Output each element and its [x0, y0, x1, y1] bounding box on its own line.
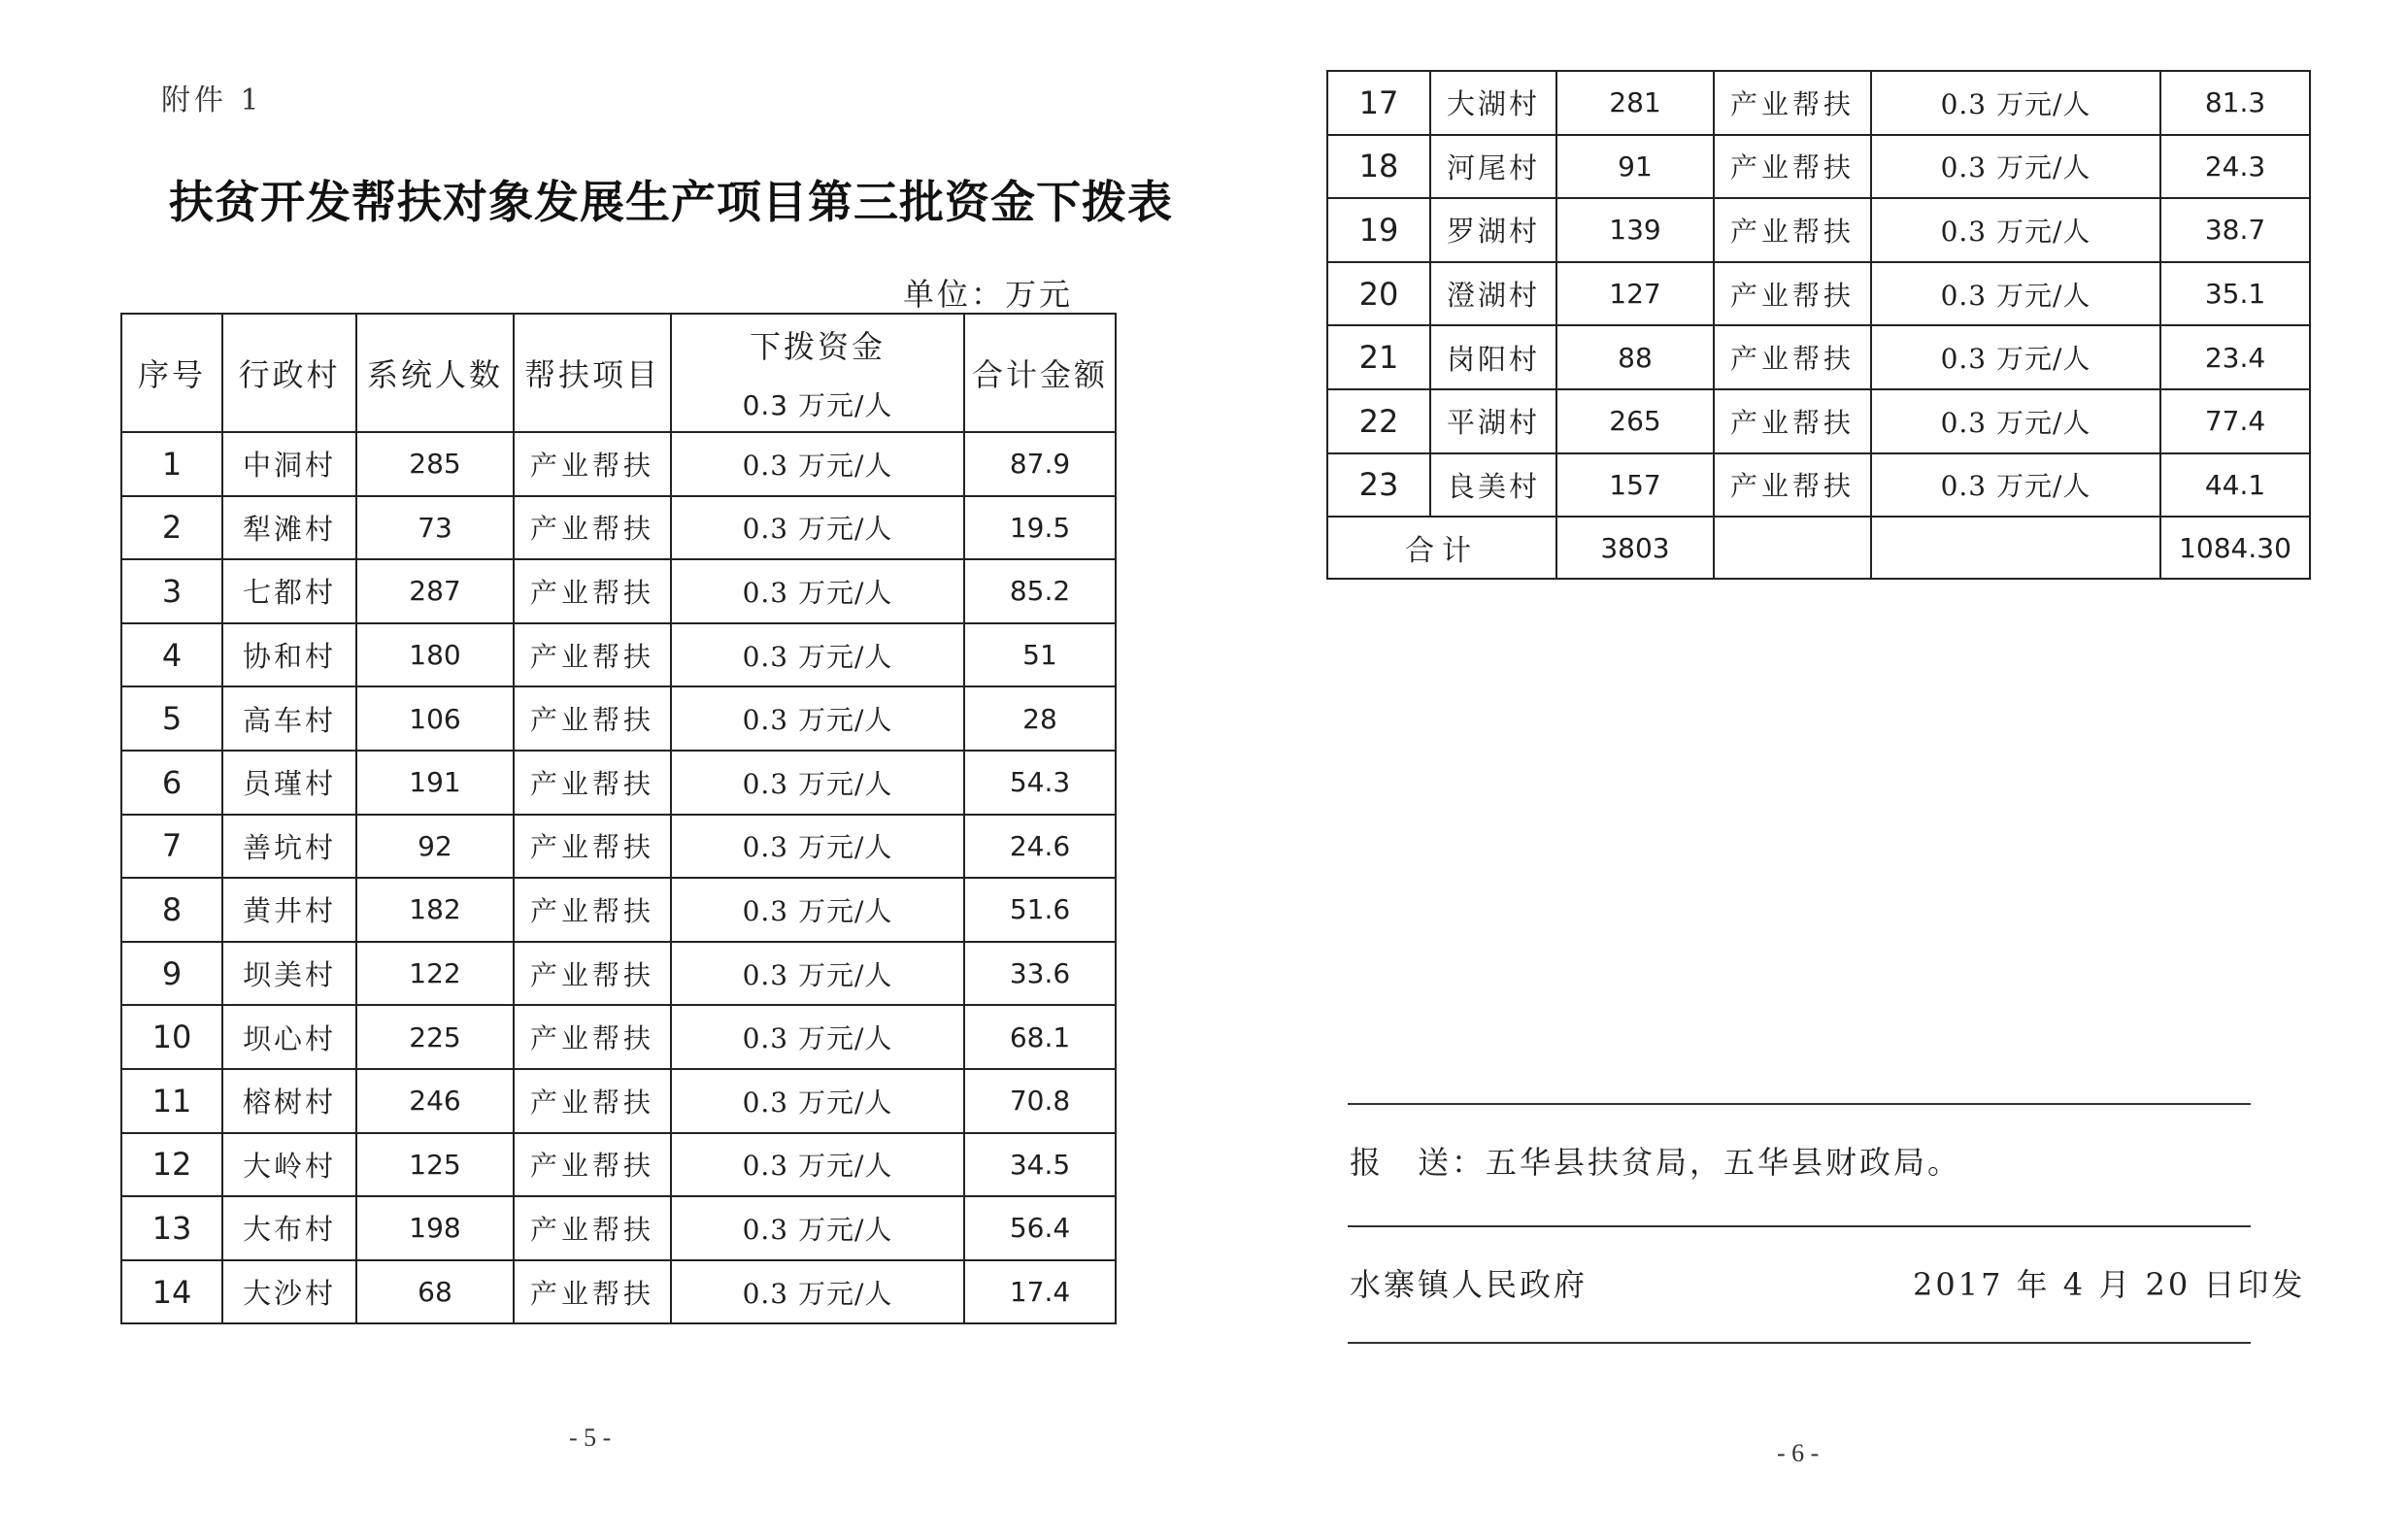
- cell-population: 92: [356, 815, 514, 879]
- document-title: 扶贫开发帮扶对象发展生产项目第三批资金下拨表: [169, 176, 1173, 228]
- cell-village: 大布村: [222, 1196, 356, 1260]
- table-row: [1327, 71, 2310, 135]
- cell-total: 24.6: [964, 815, 1116, 879]
- issue-date-text: 2017 年 4 月 20 日印发: [1913, 1266, 2306, 1303]
- cell-total: 17.4: [964, 1260, 1116, 1324]
- cell-rate: 0.3 万元/人: [671, 623, 964, 687]
- table-row: [121, 496, 1116, 560]
- cell-project: 产业帮扶: [514, 1133, 671, 1197]
- table-row: [121, 686, 1116, 751]
- cell-village: 犁滩村: [222, 496, 356, 560]
- cell-total: 85.2: [964, 559, 1116, 623]
- cell-project: 产业帮扶: [514, 751, 671, 815]
- table-row: [121, 559, 1116, 623]
- summary-empty-cell: [1871, 517, 2160, 579]
- cell-rate: 0.3 万元/人: [671, 1196, 964, 1260]
- table-row: [121, 815, 1116, 879]
- funds-table-part-2: [1326, 70, 2311, 580]
- cell-total: 51.6: [964, 878, 1116, 942]
- cell-total: 77.4: [2160, 389, 2310, 453]
- header-total: 合计金额: [964, 314, 1116, 432]
- cell-population: 287: [356, 559, 514, 623]
- cell-total: 87.9: [964, 432, 1116, 496]
- cell-total: 19.5: [964, 496, 1116, 560]
- cell-project: 产业帮扶: [514, 559, 671, 623]
- table-row: [121, 623, 1116, 687]
- cell-village: 七都村: [222, 559, 356, 623]
- cell-rate: 0.3 万元/人: [1871, 71, 2160, 135]
- cell-seq: 17: [1327, 71, 1430, 135]
- cell-village: 大岭村: [222, 1133, 356, 1197]
- table-row: [121, 1260, 1116, 1324]
- cell-village: 坝美村: [222, 942, 356, 1006]
- cell-seq: 9: [121, 942, 222, 1006]
- table-header-row: [121, 314, 1116, 432]
- page-number-right: - 6 -: [1777, 1439, 1820, 1467]
- cell-total: 70.8: [964, 1069, 1116, 1133]
- cell-project: 产业帮扶: [514, 686, 671, 751]
- cell-total: 34.5: [964, 1133, 1116, 1197]
- cell-village: 中洞村: [222, 432, 356, 496]
- cell-seq: 8: [121, 878, 222, 942]
- cell-seq: 2: [121, 496, 222, 560]
- cell-village: 岗阳村: [1430, 325, 1556, 389]
- cell-population: 182: [356, 878, 514, 942]
- cell-rate: 0.3 万元/人: [671, 942, 964, 1006]
- report-to-text: 报 送：五华县扶贫局，五华县财政局。: [1350, 1144, 1962, 1181]
- cell-population: 265: [1556, 389, 1714, 453]
- right-page: [1321, 0, 2408, 1538]
- cell-rate: 0.3 万元/人: [1871, 325, 2160, 389]
- cell-village: 黄井村: [222, 878, 356, 942]
- cell-population: 191: [356, 751, 514, 815]
- cell-total: 68.1: [964, 1005, 1116, 1069]
- cell-rate: 0.3 万元/人: [1871, 389, 2160, 453]
- page-number-left: - 5 -: [569, 1423, 612, 1452]
- cell-project: 产业帮扶: [514, 1260, 671, 1324]
- cell-village: 榕树村: [222, 1069, 356, 1133]
- cell-population: 246: [356, 1069, 514, 1133]
- table-row: [121, 1133, 1116, 1197]
- cell-village: 协和村: [222, 623, 356, 687]
- cell-village: 大湖村: [1430, 71, 1556, 135]
- cell-village: 善坑村: [222, 815, 356, 879]
- cell-population: 180: [356, 623, 514, 687]
- cell-seq: 22: [1327, 389, 1430, 453]
- cell-village: 员瑾村: [222, 751, 356, 815]
- summary-label: 合计: [1327, 517, 1556, 579]
- cell-village: 平湖村: [1430, 389, 1556, 453]
- cell-total: 54.3: [964, 751, 1116, 815]
- cell-total: 23.4: [2160, 325, 2310, 389]
- cell-rate: 0.3 万元/人: [671, 496, 964, 560]
- cell-population: 225: [356, 1005, 514, 1069]
- table-row: [1327, 453, 2310, 518]
- table-row: [1327, 198, 2310, 262]
- header-village: 行政村: [222, 314, 356, 432]
- cell-rate: 0.3 万元/人: [671, 1069, 964, 1133]
- cell-village: 河尾村: [1430, 135, 1556, 199]
- table-row: [121, 1196, 1116, 1260]
- summary-population: 3803: [1556, 517, 1714, 579]
- cell-total: 28: [964, 686, 1116, 751]
- cell-population: 91: [1556, 135, 1714, 199]
- unit-label: 单位：万元: [903, 276, 1074, 313]
- cell-population: 73: [356, 496, 514, 560]
- cell-seq: 23: [1327, 453, 1430, 518]
- cell-seq: 5: [121, 686, 222, 751]
- header-funds-rate: 0.3 万元/人: [742, 389, 893, 421]
- cell-seq: 12: [121, 1133, 222, 1197]
- table-row: [121, 1069, 1116, 1133]
- cell-total: 24.3: [2160, 135, 2310, 199]
- cell-population: 125: [356, 1133, 514, 1197]
- cell-village: 坝心村: [222, 1005, 356, 1069]
- cell-population: 281: [1556, 71, 1714, 135]
- cell-seq: 4: [121, 623, 222, 687]
- cell-seq: 14: [121, 1260, 222, 1324]
- cell-village: 澄湖村: [1430, 262, 1556, 326]
- header-funds: [671, 314, 964, 432]
- header-project: 帮扶项目: [514, 314, 671, 432]
- cell-population: 198: [356, 1196, 514, 1260]
- header-population: 系统人数: [356, 314, 514, 432]
- cell-village: 良美村: [1430, 453, 1556, 518]
- cell-project: 产业帮扶: [514, 1196, 671, 1260]
- cell-village: 高车村: [222, 686, 356, 751]
- cell-total: 35.1: [2160, 262, 2310, 326]
- cell-seq: 1: [121, 432, 222, 496]
- cell-rate: 0.3 万元/人: [671, 686, 964, 751]
- table-row: [1327, 389, 2310, 453]
- cell-population: 127: [1556, 262, 1714, 326]
- cell-population: 122: [356, 942, 514, 1006]
- cell-project: 产业帮扶: [1714, 389, 1871, 453]
- cell-total: 51: [964, 623, 1116, 687]
- cell-village: 大沙村: [222, 1260, 356, 1324]
- issuer-text: 水寨镇人民政府: [1350, 1266, 1589, 1303]
- table-row: [121, 942, 1116, 1006]
- cell-rate: 0.3 万元/人: [1871, 135, 2160, 199]
- cell-rate: 0.3 万元/人: [671, 559, 964, 623]
- cell-village: 罗湖村: [1430, 198, 1556, 262]
- header-funds-label: 下拨资金: [749, 328, 886, 365]
- cell-project: 产业帮扶: [514, 1069, 671, 1133]
- summary-empty-cell: [1714, 517, 1871, 579]
- cell-population: 139: [1556, 198, 1714, 262]
- cell-rate: 0.3 万元/人: [1871, 198, 2160, 262]
- cell-seq: 21: [1327, 325, 1430, 389]
- table-row: [1327, 262, 2310, 326]
- cell-project: 产业帮扶: [1714, 325, 1871, 389]
- cell-total: 81.3: [2160, 71, 2310, 135]
- cell-seq: 10: [121, 1005, 222, 1069]
- cell-seq: 7: [121, 815, 222, 879]
- divider-line: [1348, 1342, 2251, 1344]
- cell-rate: 0.3 万元/人: [671, 815, 964, 879]
- table-row: [1327, 325, 2310, 389]
- cell-rate: 0.3 万元/人: [671, 878, 964, 942]
- cell-rate: 0.3 万元/人: [671, 1133, 964, 1197]
- cell-seq: 19: [1327, 198, 1430, 262]
- cell-rate: 0.3 万元/人: [1871, 453, 2160, 518]
- table-row: [121, 878, 1116, 942]
- cell-seq: 18: [1327, 135, 1430, 199]
- divider-line: [1348, 1225, 2251, 1227]
- divider-line: [1348, 1103, 2251, 1105]
- cell-project: 产业帮扶: [1714, 453, 1871, 518]
- cell-total: 44.1: [2160, 453, 2310, 518]
- summary-row: [1327, 517, 2310, 579]
- cell-project: 产业帮扶: [514, 815, 671, 879]
- cell-project: 产业帮扶: [1714, 135, 1871, 199]
- table-row: [1327, 135, 2310, 199]
- cell-seq: 13: [121, 1196, 222, 1260]
- cell-rate: 0.3 万元/人: [671, 1005, 964, 1069]
- header-seq: 序号: [121, 314, 222, 432]
- cell-project: 产业帮扶: [1714, 71, 1871, 135]
- table-row: [121, 751, 1116, 815]
- table-row: [121, 432, 1116, 496]
- cell-project: 产业帮扶: [514, 878, 671, 942]
- cell-rate: 0.3 万元/人: [671, 751, 964, 815]
- funds-table-part-1: [120, 313, 1117, 1324]
- summary-total: 1084.30: [2160, 517, 2310, 579]
- cell-project: 产业帮扶: [514, 1005, 671, 1069]
- cell-rate: 0.3 万元/人: [671, 1260, 964, 1324]
- cell-project: 产业帮扶: [514, 496, 671, 560]
- cell-population: 88: [1556, 325, 1714, 389]
- cell-total: 33.6: [964, 942, 1116, 1006]
- cell-project: 产业帮扶: [1714, 198, 1871, 262]
- cell-seq: 11: [121, 1069, 222, 1133]
- cell-project: 产业帮扶: [1714, 262, 1871, 326]
- cell-project: 产业帮扶: [514, 432, 671, 496]
- cell-seq: 3: [121, 559, 222, 623]
- cell-total: 56.4: [964, 1196, 1116, 1260]
- cell-project: 产业帮扶: [514, 942, 671, 1006]
- cell-population: 68: [356, 1260, 514, 1324]
- cell-population: 285: [356, 432, 514, 496]
- cell-rate: 0.3 万元/人: [671, 432, 964, 496]
- attachment-label: 附件 1: [161, 84, 263, 117]
- cell-project: 产业帮扶: [514, 623, 671, 687]
- cell-rate: 0.3 万元/人: [1871, 262, 2160, 326]
- cell-population: 157: [1556, 453, 1714, 518]
- cell-seq: 6: [121, 751, 222, 815]
- cell-seq: 20: [1327, 262, 1430, 326]
- table-row: [121, 1005, 1116, 1069]
- cell-population: 106: [356, 686, 514, 751]
- cell-total: 38.7: [2160, 198, 2310, 262]
